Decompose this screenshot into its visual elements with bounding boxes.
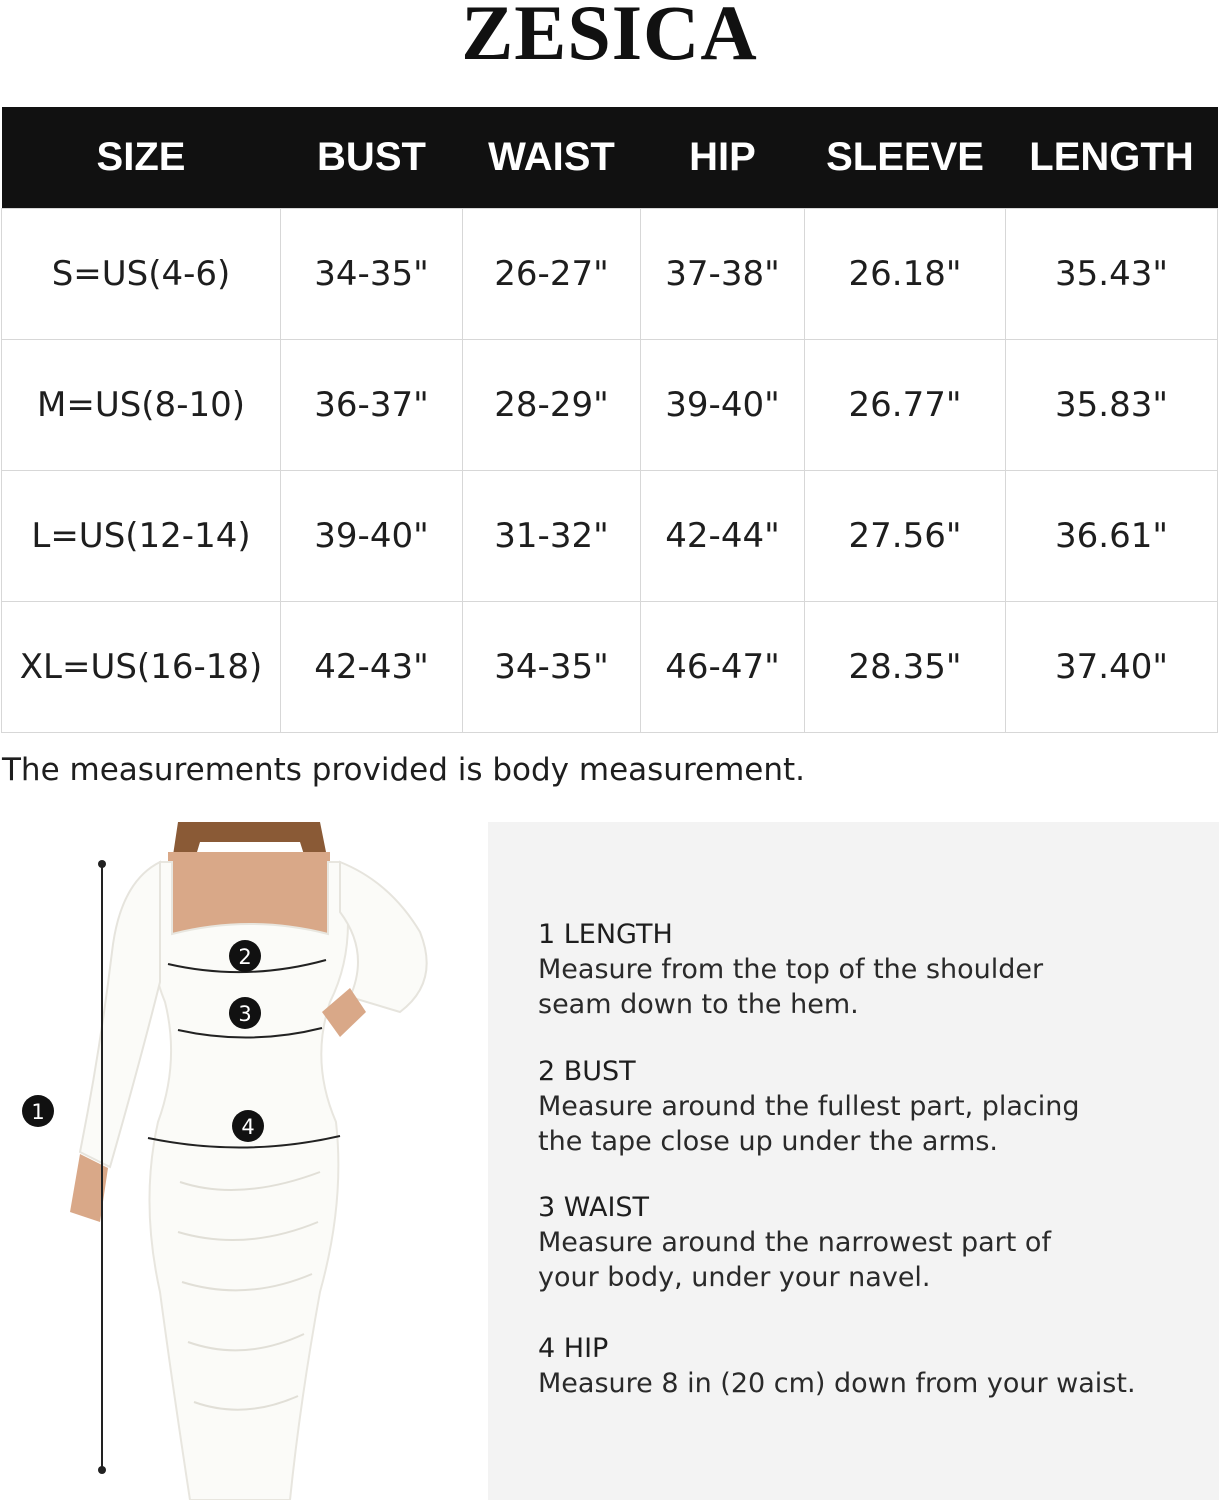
svg-text:4: 4	[241, 1115, 255, 1139]
cell-length: 35.83"	[1006, 340, 1218, 471]
cell-hip: 42-44"	[641, 471, 805, 602]
cell-hip: 39-40"	[641, 340, 805, 471]
marker-2-bust	[229, 940, 261, 972]
guide-length-desc: Measure from the top of the shoulder seam down to the hem.	[538, 954, 1044, 1020]
guide-length	[538, 918, 1158, 1022]
cell-bust: 39-40"	[281, 471, 463, 602]
cell-hip: 37-38"	[641, 209, 805, 340]
guide-hip-desc: Measure 8 in (20 cm) down from your waist.	[538, 1368, 1136, 1399]
length-line-bottom-dot	[98, 1466, 106, 1474]
cell-length: 37.40"	[1006, 602, 1218, 733]
size-chart-table	[1, 107, 1218, 733]
table-row	[2, 209, 1218, 340]
guide-bust-desc: Measure around the fullest part, placing the tape close up under the arms.	[538, 1091, 1080, 1157]
measuring-guide-panel	[488, 822, 1219, 1500]
cell-sleeve: 28.35"	[805, 602, 1006, 733]
cell-sleeve: 27.56"	[805, 471, 1006, 602]
measurement-note: The measurements provided is body measurement.	[2, 752, 806, 788]
cell-length: 36.61"	[1006, 471, 1218, 602]
guide-waist-desc: Measure around the narrowest part of your body, under your navel.	[538, 1227, 1051, 1293]
cell-waist: 34-35"	[463, 602, 641, 733]
header-waist: WAIST	[463, 107, 641, 209]
cell-bust: 36-37"	[281, 340, 463, 471]
marker-3-waist	[229, 997, 261, 1029]
header-sleeve: SLEEVE	[805, 107, 1006, 209]
right-sleeve	[340, 862, 427, 1012]
table-row	[2, 340, 1218, 471]
cell-length: 35.43"	[1006, 209, 1218, 340]
header-hip: HIP	[641, 107, 805, 209]
guide-waist	[538, 1191, 1158, 1295]
guide-length-title: 1 LENGTH	[538, 919, 673, 950]
cell-size: XL=US(16-18)	[2, 602, 281, 733]
cell-sleeve: 26.77"	[805, 340, 1006, 471]
cell-size: M=US(8-10)	[2, 340, 281, 471]
svg-text:1: 1	[31, 1100, 45, 1124]
brand-logo: ZESICA	[461, 0, 758, 76]
table-header-row	[2, 107, 1218, 209]
guide-waist-title: 3 WAIST	[538, 1192, 650, 1223]
length-line-top-dot	[98, 860, 106, 868]
cell-bust: 42-43"	[281, 602, 463, 733]
header-bust: BUST	[281, 107, 463, 209]
guide-bust-title: 2 BUST	[538, 1056, 636, 1087]
left-sleeve	[80, 862, 160, 1167]
cell-size: L=US(12-14)	[2, 471, 281, 602]
cell-waist: 31-32"	[463, 471, 641, 602]
svg-text:3: 3	[238, 1002, 252, 1026]
table-row	[2, 602, 1218, 733]
cell-size: S=US(4-6)	[2, 209, 281, 340]
marker-4-hip	[232, 1110, 264, 1142]
guide-hip-title: 4 HIP	[538, 1333, 609, 1364]
header-length: LENGTH	[1006, 107, 1218, 209]
guide-hip	[538, 1332, 1158, 1401]
cell-waist: 26-27"	[463, 209, 641, 340]
header-size: SIZE	[2, 107, 281, 209]
cell-bust: 34-35"	[281, 209, 463, 340]
table-row	[2, 471, 1218, 602]
svg-text:2: 2	[238, 945, 252, 969]
cell-sleeve: 26.18"	[805, 209, 1006, 340]
guide-bust	[538, 1055, 1158, 1159]
model-measurement-figure	[0, 822, 470, 1500]
cell-waist: 28-29"	[463, 340, 641, 471]
marker-1-length	[22, 1095, 54, 1127]
cell-hip: 46-47"	[641, 602, 805, 733]
